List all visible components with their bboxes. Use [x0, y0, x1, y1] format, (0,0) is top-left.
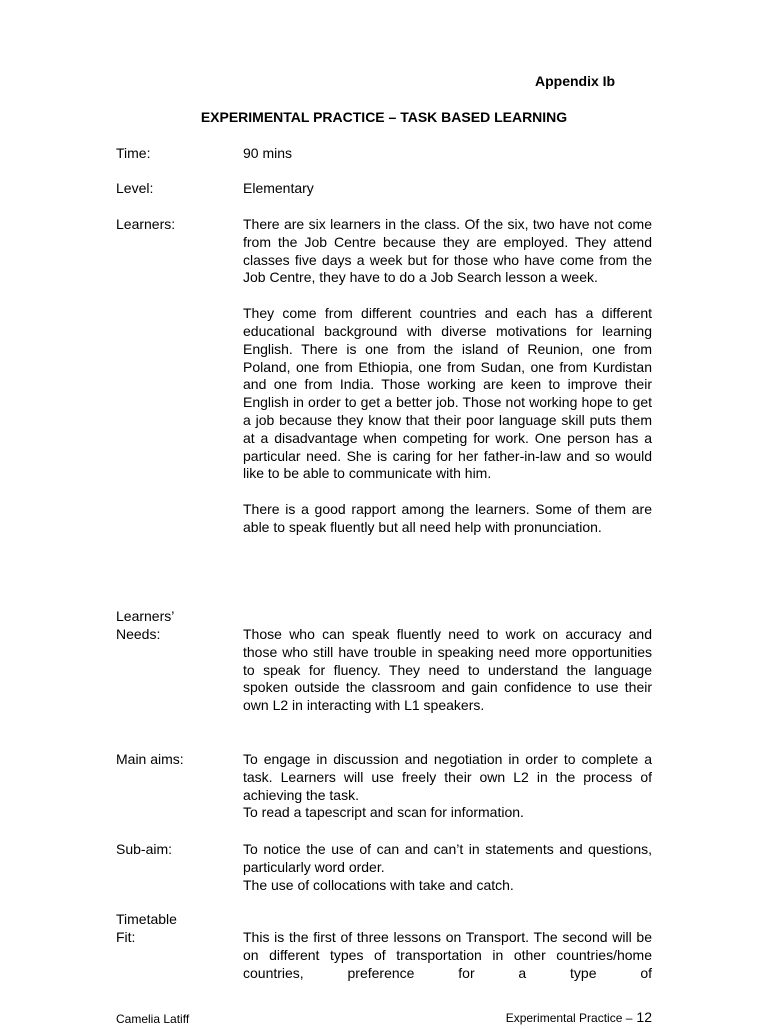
sub-aim-label: Sub-aim:	[116, 841, 173, 857]
appendix-label: Appendix Ib	[535, 73, 616, 89]
page-number: 12	[636, 1009, 652, 1025]
learners-paragraph: They come from different countries and each has a different educational background with diverse motivations for learning English. There is one from the island of Reunion, one from Poland, one from Ethiopia, one from Sudan, one from Kurdistan and one from India. Those working are keen to improve their English in order to get a better job. Those not working hope to get a job because they know that their poor language skill puts them at a disadvantage when competing for work. One person has a particular need. She is caring for her father-in-law and so would like to be able to communicate with him.	[243, 305, 652, 482]
learners-needs-label-line2: Needs:	[116, 625, 161, 642]
main-aims-value	[243, 751, 652, 822]
timetable-fit-paragraph: This is the first of three lessons on Transport. The second will be on different types of transportation in other countries/home countries, preference for a type of	[243, 929, 652, 981]
main-aims-label: Main aims:	[116, 751, 184, 767]
footer-author: Camelia Latiff	[116, 1012, 190, 1026]
learners-paragraph: There is a good rapport among the learners. Some of them are able to speak fluently but all need help with pronunciation.	[243, 501, 652, 535]
time-label: Time:	[116, 145, 151, 161]
learners-needs-label-line1: Learners’	[116, 608, 175, 624]
main-aims-line: To read a tapescript and scan for information.	[243, 804, 524, 821]
learners-needs-paragraph: Those who can speak fluently need to work on accuracy and those who still have trouble in speaking need more opportunities to speak for fluency. They need to understand the language spoken outside the classroom and gain confidence to use their own L2 in interacting with L1 speakers.	[243, 626, 652, 714]
learners-needs-label	[116, 608, 236, 644]
learners-paragraph: There are six learners in the class. Of the six, two have not come from the Job Centre because they are employed. They attend classes five days a week but for those who have come from the Job Centre, they have to do a Job Search lesson a week.	[243, 216, 652, 286]
level-label: Level:	[116, 180, 154, 196]
footer-section-label: Experimental Practice –	[505, 1011, 633, 1025]
main-aims-line: To engage in discussion and negotiation in order to complete a task. Learners will use freely their own L2 in the process of achieving the task.	[243, 751, 652, 803]
sub-aim-line: To notice the use of can and can’t in statements and questions, particularly word order.	[243, 841, 652, 875]
timetable-fit-value	[243, 929, 652, 982]
learners-label: Learners:	[116, 216, 176, 232]
timetable-fit-label-line2: Fit:	[116, 928, 136, 945]
learners-value	[243, 216, 652, 537]
page-title: EXPERIMENTAL PRACTICE – TASK BASED LEARNING	[200, 109, 568, 125]
sub-aim-line: The use of collocations with take and catch.	[243, 876, 514, 893]
level-value: Elementary	[243, 180, 314, 196]
footer-section	[506, 1009, 652, 1028]
learners-needs-value	[243, 626, 652, 715]
sub-aim-value	[243, 841, 652, 894]
timetable-fit-label	[116, 911, 236, 947]
time-value: 90 mins	[243, 145, 293, 161]
timetable-fit-label-line1: Timetable	[116, 911, 177, 927]
